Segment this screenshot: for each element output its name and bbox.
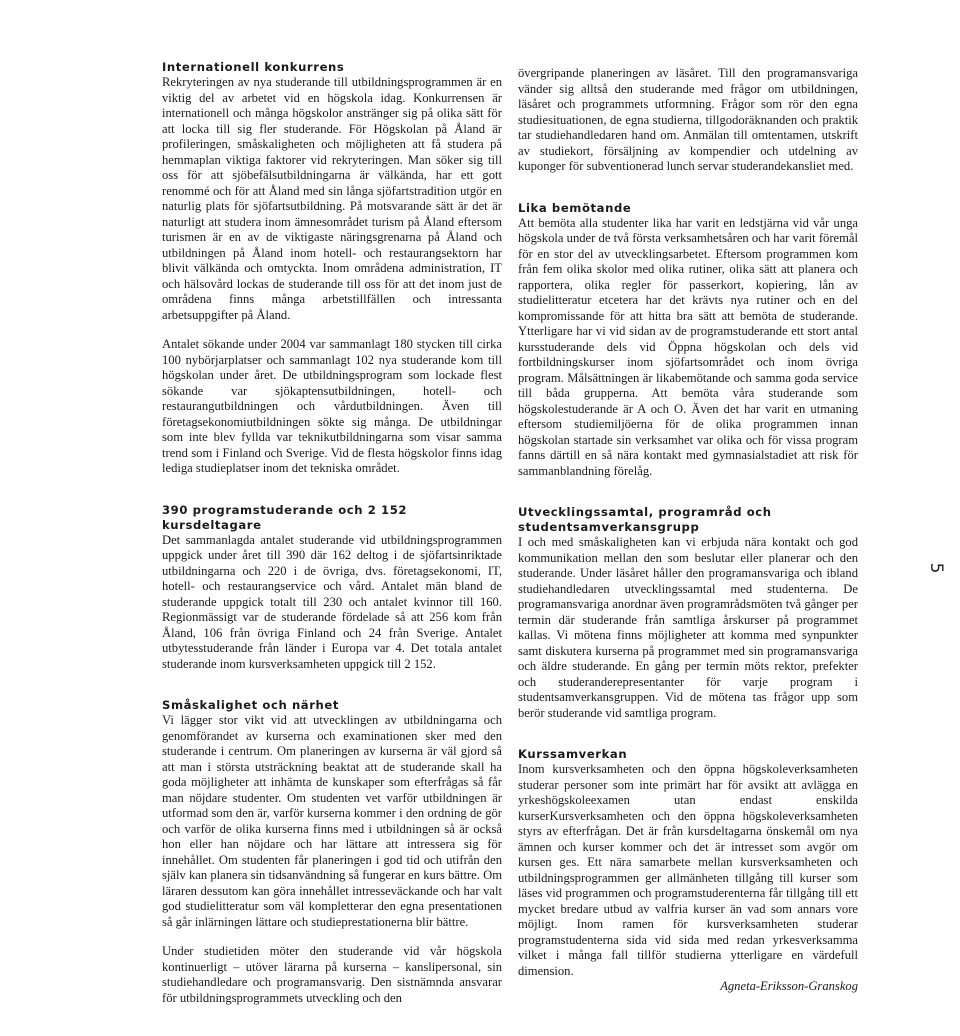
heading-internationell-konkurrens: Internationell konkurrens	[162, 60, 345, 74]
paragraph-lika-bemotande: Att bemöta alla studenter lika har varit en ledstjärna vid vår unga högskola under de två första verksamhetsåren och har varit föremål för en stor del av utvecklingsarbetet. Eftersom programmen kom från fem olika skolor med olika rutiner, olika sätt att planera och rapportera, olika regler för passerkort, kopiering, lån av studielitteratur etcetera har det krävts nya rutiner och en del kompromissande för att hitta bra sätt att bemöta de studerande. Ytterligare har vi vid sidan av de programstuderande ett stort antal kursstuderande dels vid Öppna högskolan och dels vid fortbildningskurser inom sjöfartsområdet och inom övriga program. Målsättningen är likabemötande och samma goda service till båda grupperna. Att bemöta våra studerande som högskolestuderande är A och O. Även det har varit en utmaning eftersom studiemiljöerna för de olika programmen innan högskolan startade sin verksamhet var olika och för vissa program fanns därtill en så nära kontakt med gymnasialstadiet att risk för sammanblandning förelåg.	[518, 215, 858, 478]
page-number: 5	[926, 562, 946, 574]
paragraph-programstuderande: Det sammanlagda antalet studerande vid utbildningsprogrammen uppgick under året till 390 där 162 deltog i de sjöfartsinriktade utbildningarna och 220 i de övriga, dvs. företagsekonomi, IT, hotell- och restaurangservice och vård. Antalet män bland de studerande uppgick totalt till 230 och antalet kvinnor till 160. Regionmässigt var de studerande fördelade så att 256 kom från Åland, 106 från övriga Finland och 24 från Sverige. Antalet utbytesstuderande från länder i Europa var 4. Det totala antalet studerande inom kursverksamheten uppgick till 2 152.	[162, 532, 502, 671]
left-column	[162, 60, 502, 1006]
heading-programstuderande: 390 programstuderande och 2 152 kursdeltagare	[162, 502, 408, 532]
heading-lika-bemotande: Lika bemötande	[518, 200, 632, 215]
heading-utvecklingssamtal: Utvecklingssamtal, programråd och studentsamverkansgrupp	[518, 505, 772, 534]
paragraph-sokande: Antalet sökande under 2004 var sammanlagt 180 stycken till cirka 100 nybörjarplatser och sammanlagt 102 nya studerande kom till högskolan under året. De utbildningsprogram som lockade flest sökande var sjökaptensutbildningen, hotell- och restaurangutbildningen och vårdutbildningen. Även till företagsekonomiutbildningen sökte sig många. De utbildningar som inte blev fyllda var teknikutbildningarna som visar samma trend som i Finland och Sverige. Vid de flesta högskolor finns idag lediga studieplatser inom det tekniska området.	[162, 337, 502, 475]
paragraph-kurssamverkan: Inom kursverksamheten och den öppna högskoleverksamheten studerar personer som inte primärt har för avsikt att avlägga en yrkeshögskoleexamen utan endast enskilda kurserKursverksamheten och den öppna högskoleverksamheten styrs av efterfrågan. Det är från kursdeltagarna önskemål om nya ämnen och kurser kommer och det är intresset som avgör om kursen ges. Ett nära samarbete mellan kursverksamheten och utbildningsprogrammen ger allmänheten tillgång till kurser som läses vid programmen och programstuderenterna får tillgång till ett mycket bredare utbud av valfria kurser än vad som annars vore möjligt. Inom ramen för kursverksamheten studerar programstudenterna sida vid sida med redan yrkesverksamma vilket i många fall tillför studierna ytterligare en värdefull dimension.	[518, 762, 858, 978]
heading-smaskalighet: Småskalighet och närhet	[162, 698, 340, 712]
paragraph-studietiden: Under studietiden möter den studerande vid vår högskola kontinuerligt – utöver lärarna på kurserna – kanslipersonal, sin studiehandledare och programansvarig. Den sistnämnda ansvarar för utbildningsprogrammets utveckling och den	[162, 944, 502, 1005]
heading-kurssamverkan: Kurssamverkan	[518, 747, 628, 761]
paragraph-smaskalighet: Vi lägger stor vikt vid att utvecklingen av utbildningarna och genomförandet av kurserna och examinationen sker med den studerande i centrum. Om planeringen av kurserna är väl gjord så att man i största utsträckning beaktat att de studerande skall ha goda möjligheter att inhämta de kunskaper som efterfrågas så får man nöjdare studenter. Om studenten vet varför utbildningen är utformad som den är, varför kurserna kommer i den ordning de gör och varför de olika kurserna finns med i utbildningen så är också hon eller han nöjdare och har lättare att intressera sig för innehållet. Om studenten får planeringen i god tid och utifrån den själv kan planera sin tidsanvändning så fungerar en kurs bättre. Om läraren dessutom kan göra innehållet intresseväckande och har valt god studielitteratur som väl kompletterar den egna presentationen så går inlärningen lättare och studieprestationerna blir bättre.	[162, 713, 502, 929]
right-column	[518, 66, 858, 995]
paragraph-fortsattning: övergripande planeringen av läsåret. Till den programansvariga vänder sig alltså den studerande med frågor om utbildningen, läsåret och programmets utformning. Frågor som rör den egna studiesituationen, de egna studierna, tillgodoräknanden och praktik tar studiehandledaren hand om. Anmälan till omtentamen, utskrift av studiekort, försäljning av kompendier och utdelning av kuponger för subventionerad lunch servar studerandekansliet med.	[518, 66, 858, 173]
signature: Agneta-Eriksson-Granskog	[720, 979, 858, 993]
paragraph-utvecklingssamtal: I och med småskaligheten kan vi erbjuda nära kontakt och god kommunikation mellan den som beslutar eller planerar och den studerande. Under läsåret håller den programansvariga och ibland studiehandledaren utvecklingssamtal med studenterna. De programansvariga anordnar även programrådsmöten två gånger per termin där studerande från samtliga årskurser på programmet kallas. Vi mötena finns möjligheter att komma med synpunkter samt diskutera kurserna på programmet med sin programansvariga och äldre studerande. En gång per termin möts rektor, prefekter och studeranderepresentanter för varje program i studentsamverkansgruppen. Vid de mötena tas frågor upp som berör studerande vid samtliga program.	[518, 535, 858, 720]
paragraph-konkurrens: Rekryteringen av nya studerande till utbildningsprogrammen är en viktig del av arbetet vid en högskola idag. Konkurrensen är internationell och många högskolor anstränger sig på olika sätt för att locka till sig fler studerande. För Högskolan på Åland är profileringen, småskaligheten och möjligheten att få studera på hemmaplan viktiga faktorer vid rekryteringen. Man söker sig till oss för att sjöbefälsutbildningarna är välkända, har ett gott renommé och för att Åland med sin långa sjöfartstradition utgör en naturlig plats för sjöfartsutbildning. På motsvarande sätt är det är naturligt att studera inom ämnesområdet turism på Åland eftersom turismen är en av de viktigaste näringsgrenarna på Åland och utbildningen på Åland inom hotell- och restaurangsektorn har blivit välkända och omtyckta. Inom områdena administration, IT och hälsovård lockas de studerande till oss för att det inom just de områdena finns många arbetstillfällen och intressanta arbetsuppgifter på Åland.	[162, 75, 502, 322]
